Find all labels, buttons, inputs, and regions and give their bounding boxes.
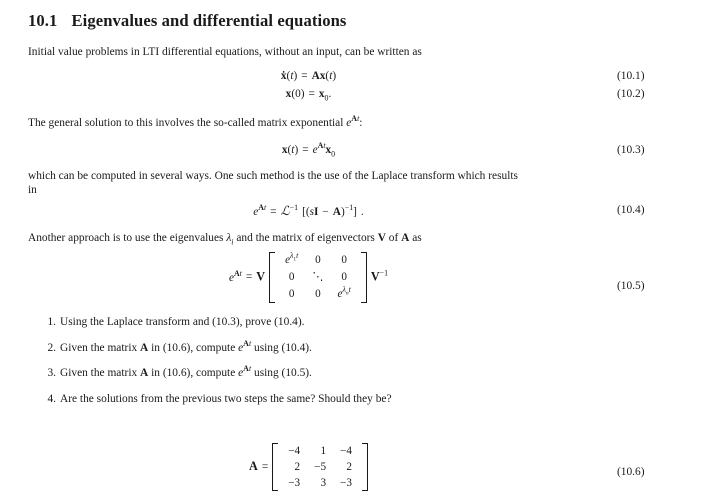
- list-item-text-after: using (10.4).: [251, 341, 312, 354]
- paragraph-eigen-lead-c: of: [385, 232, 402, 244]
- list-item: 3. Given the matrix A in (10.6), compute $e^{At}$ using (10.5).: [28, 365, 648, 381]
- matrix-cell-ddots: ⋱: [312, 271, 324, 284]
- diagonal-matrix: [269, 252, 367, 303]
- paragraph-eigen-lead-b: and the matrix of eigenvectors: [233, 232, 378, 244]
- list-item: 2. Given the matrix A in (10.6), compute $e^{At}$ using (10.4).: [28, 340, 648, 356]
- list-item-text-before: Given the matrix: [60, 367, 141, 380]
- matrix-row: [278, 252, 358, 269]
- matrix-cell: −3: [340, 476, 352, 489]
- list-item-text: Are the solutions from the previous two steps the same? Should they be?: [60, 393, 392, 406]
- matrix-cell: 3: [320, 476, 327, 489]
- matrix-cell: 0: [288, 271, 295, 284]
- paragraph-intro: Initial value problems in LTI differential equations, without an input, can be written as: [28, 46, 422, 58]
- matrix-cell: 0: [288, 288, 295, 301]
- matrix-row: [281, 459, 359, 475]
- matrix-cell: −4: [340, 444, 352, 457]
- list-item-text: Using the Laplace transform and (10.3), prove (10.4).: [60, 316, 305, 328]
- page-title: [28, 9, 346, 33]
- matrix-row: [281, 475, 359, 491]
- matrix-cell: 1: [320, 444, 327, 457]
- list-item-text-before: Given the matrix: [60, 341, 141, 354]
- paragraph-general-solution-text: The general solution to this involves the so-called matrix exponential: [28, 117, 347, 129]
- equation-10-1-body: ẋ(t) = Ax(t): [280, 70, 337, 82]
- list-item: [28, 391, 648, 407]
- equation-10-5-body: $e^{At} = V$ $e^{\lambda_1t}$ 0 0 0 ⋱ 0 0 0 $e^{\lambda_nt}$ $V^{-1}$: [0, 252, 617, 303]
- paragraph-eigen-lead-d: as: [409, 232, 422, 244]
- matrix-cell: $e^{\lambda_1t}$: [285, 251, 299, 266]
- task-list: [28, 314, 648, 417]
- equation-10-4-body: $e^{At}$ = ℒ$^{-1}$ [(sI − A)$^{-1}$] .: [253, 203, 364, 218]
- paragraph-laplace-lead-2: in: [28, 184, 37, 196]
- section-number: 10.1: [28, 11, 58, 30]
- equation-tag-10-3: (10.3): [617, 144, 645, 156]
- matrix-cell: 2: [294, 460, 301, 473]
- paragraph-eigen-lead: Another approach is to use the eigenvalues $\lambda_i$ and the matrix of eigenvectors V of A as: [28, 232, 422, 247]
- equation-tag-10-6: (10.6): [617, 466, 645, 478]
- list-marker: 2.: [47, 341, 56, 354]
- matrix-cell: −4: [288, 444, 301, 457]
- matrix-row: [281, 443, 359, 459]
- paragraph-general-solution-tail: :: [359, 117, 363, 129]
- list-item-text-mid: in (10.6), compute: [148, 367, 239, 380]
- equation-10-2-body: $x(0) = x_0$.: [285, 88, 332, 103]
- list-marker: 3.: [47, 367, 56, 380]
- matrix-row: [278, 286, 358, 303]
- equation-tag-10-4: (10.4): [617, 204, 645, 216]
- list-item-text-after: using (10.5).: [251, 367, 312, 380]
- equation-tag-10-1: (10.1): [617, 70, 645, 82]
- list-item: [28, 314, 648, 330]
- matrix-row: [278, 269, 358, 286]
- matrix-a: [272, 443, 368, 491]
- equation-tag-10-5: (10.5): [617, 280, 645, 292]
- equation-10-6-body: A = −4 1 −4 2 −5 2 −3 3 −3: [0, 443, 617, 491]
- paragraph-laplace-lead: which can be computed in several ways. One such method is the use of the Laplace transform which results: [28, 170, 518, 182]
- paragraph-eigen-lead-a: Another approach is to use the eigenvalues: [28, 232, 227, 244]
- list-marker: 1.: [47, 316, 56, 328]
- matrix-cell: 0: [315, 288, 321, 301]
- matrix-cell: 0: [341, 271, 347, 284]
- matrix-cell: 2: [346, 460, 352, 473]
- equation-tag-10-2: (10.2): [617, 88, 645, 100]
- matrix-cell: 0: [341, 254, 347, 266]
- paragraph-general-solution: The general solution to this involves the so-called matrix exponential $e^{At}$:: [28, 114, 363, 129]
- matrix-cell: $e^{\lambda_nt}$: [337, 285, 351, 301]
- list-item-text-mid: in (10.6), compute: [148, 341, 239, 354]
- section-title: Eigenvalues and differential equations: [71, 11, 347, 30]
- matrix-cell: 0: [315, 254, 321, 266]
- matrix-cell: −5: [314, 460, 327, 473]
- matrix-cell: −3: [288, 476, 301, 489]
- list-marker: 4.: [47, 393, 56, 406]
- equation-10-3-body: $x(t) = e^{At}x_0$: [281, 141, 336, 159]
